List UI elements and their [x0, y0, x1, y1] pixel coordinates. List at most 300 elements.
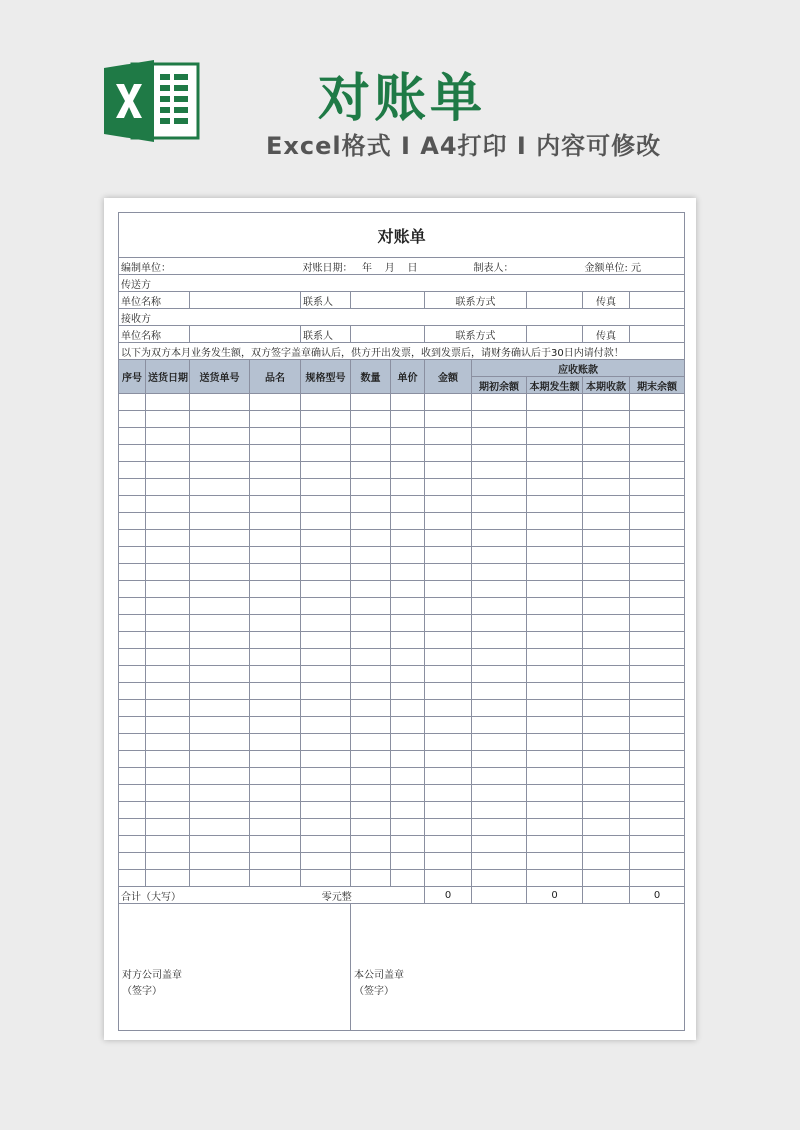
ledger-cell[interactable]	[527, 649, 583, 666]
sender-fax-value[interactable]	[630, 292, 685, 309]
ledger-cell[interactable]	[391, 768, 425, 785]
ledger-cell[interactable]	[301, 666, 351, 683]
ledger-cell[interactable]	[472, 513, 527, 530]
ledger-cell[interactable]	[190, 717, 250, 734]
ledger-cell[interactable]	[190, 394, 250, 411]
ledger-cell[interactable]	[301, 445, 351, 462]
ledger-cell[interactable]	[527, 870, 583, 887]
ledger-cell[interactable]	[425, 649, 472, 666]
ledger-cell[interactable]	[351, 496, 391, 513]
ledger-cell[interactable]	[301, 530, 351, 547]
ledger-cell[interactable]	[190, 564, 250, 581]
ledger-cell[interactable]	[250, 768, 301, 785]
ledger-cell[interactable]	[425, 683, 472, 700]
ledger-cell[interactable]	[630, 666, 685, 683]
ledger-cell[interactable]	[250, 581, 301, 598]
ledger-cell[interactable]	[391, 870, 425, 887]
ledger-cell[interactable]	[630, 700, 685, 717]
ledger-cell[interactable]	[630, 632, 685, 649]
ledger-cell[interactable]	[119, 819, 146, 836]
ledger-cell[interactable]	[425, 615, 472, 632]
ledger-cell[interactable]	[351, 666, 391, 683]
ledger-cell[interactable]	[119, 615, 146, 632]
ledger-cell[interactable]	[583, 683, 630, 700]
ledger-cell[interactable]	[527, 479, 583, 496]
ledger-cell[interactable]	[301, 717, 351, 734]
ledger-cell[interactable]	[146, 530, 190, 547]
ledger-cell[interactable]	[391, 547, 425, 564]
ledger-cell[interactable]	[351, 428, 391, 445]
ledger-cell[interactable]	[119, 734, 146, 751]
ledger-cell[interactable]	[472, 785, 527, 802]
ledger-cell[interactable]	[425, 734, 472, 751]
ledger-cell[interactable]	[527, 513, 583, 530]
ledger-cell[interactable]	[146, 581, 190, 598]
ledger-cell[interactable]	[146, 598, 190, 615]
ledger-cell[interactable]	[391, 530, 425, 547]
ledger-cell[interactable]	[146, 785, 190, 802]
ledger-cell[interactable]	[146, 683, 190, 700]
ledger-cell[interactable]	[119, 547, 146, 564]
ledger-cell[interactable]	[119, 853, 146, 870]
ledger-cell[interactable]	[146, 411, 190, 428]
ledger-cell[interactable]	[351, 768, 391, 785]
ledger-cell[interactable]	[301, 870, 351, 887]
ledger-cell[interactable]	[391, 836, 425, 853]
ledger-cell[interactable]	[425, 496, 472, 513]
ledger-cell[interactable]	[527, 394, 583, 411]
ledger-cell[interactable]	[190, 615, 250, 632]
ledger-cell[interactable]	[301, 479, 351, 496]
ledger-cell[interactable]	[146, 394, 190, 411]
ledger-cell[interactable]	[425, 836, 472, 853]
ledger-cell[interactable]	[630, 734, 685, 751]
ledger-cell[interactable]	[351, 785, 391, 802]
ledger-cell[interactable]	[472, 479, 527, 496]
ledger-cell[interactable]	[527, 853, 583, 870]
ledger-cell[interactable]	[119, 513, 146, 530]
ledger-cell[interactable]	[472, 768, 527, 785]
ledger-cell[interactable]	[301, 853, 351, 870]
ledger-cell[interactable]	[472, 751, 527, 768]
ledger-cell[interactable]	[119, 666, 146, 683]
ledger-cell[interactable]	[301, 547, 351, 564]
ledger-cell[interactable]	[119, 836, 146, 853]
ledger-cell[interactable]	[146, 547, 190, 564]
ledger-cell[interactable]	[250, 428, 301, 445]
ledger-cell[interactable]	[146, 462, 190, 479]
ledger-cell[interactable]	[630, 683, 685, 700]
ledger-cell[interactable]	[425, 462, 472, 479]
ledger-cell[interactable]	[250, 819, 301, 836]
ledger-cell[interactable]	[472, 496, 527, 513]
ledger-cell[interactable]	[583, 428, 630, 445]
ledger-cell[interactable]	[425, 785, 472, 802]
ledger-cell[interactable]	[250, 564, 301, 581]
ledger-cell[interactable]	[250, 734, 301, 751]
ledger-cell[interactable]	[146, 870, 190, 887]
ledger-cell[interactable]	[301, 649, 351, 666]
ledger-cell[interactable]	[146, 513, 190, 530]
ledger-cell[interactable]	[583, 530, 630, 547]
ledger-cell[interactable]	[583, 785, 630, 802]
ledger-cell[interactable]	[630, 479, 685, 496]
ledger-cell[interactable]	[301, 836, 351, 853]
ledger-cell[interactable]	[472, 411, 527, 428]
ledger-cell[interactable]	[472, 632, 527, 649]
ledger-cell[interactable]	[190, 496, 250, 513]
ledger-cell[interactable]	[250, 700, 301, 717]
ledger-cell[interactable]	[425, 700, 472, 717]
ledger-cell[interactable]	[472, 581, 527, 598]
ledger-cell[interactable]	[351, 564, 391, 581]
ledger-cell[interactable]	[472, 649, 527, 666]
ledger-cell[interactable]	[190, 836, 250, 853]
ledger-cell[interactable]	[583, 649, 630, 666]
ledger-cell[interactable]	[527, 836, 583, 853]
ledger-cell[interactable]	[583, 819, 630, 836]
ledger-cell[interactable]	[583, 717, 630, 734]
ledger-cell[interactable]	[190, 649, 250, 666]
ledger-cell[interactable]	[119, 394, 146, 411]
ledger-cell[interactable]	[301, 683, 351, 700]
ledger-cell[interactable]	[425, 819, 472, 836]
ledger-cell[interactable]	[190, 598, 250, 615]
ledger-cell[interactable]	[119, 751, 146, 768]
ledger-cell[interactable]	[583, 768, 630, 785]
ledger-cell[interactable]	[250, 411, 301, 428]
ledger-cell[interactable]	[190, 513, 250, 530]
ledger-cell[interactable]	[190, 479, 250, 496]
ledger-cell[interactable]	[301, 632, 351, 649]
ledger-cell[interactable]	[146, 445, 190, 462]
ledger-cell[interactable]	[472, 700, 527, 717]
ledger-cell[interactable]	[527, 819, 583, 836]
ledger-cell[interactable]	[472, 853, 527, 870]
ledger-cell[interactable]	[527, 751, 583, 768]
ledger-cell[interactable]	[472, 683, 527, 700]
ledger-cell[interactable]	[146, 717, 190, 734]
ledger-cell[interactable]	[583, 734, 630, 751]
ledger-cell[interactable]	[250, 649, 301, 666]
ledger-cell[interactable]	[425, 768, 472, 785]
ledger-cell[interactable]	[301, 768, 351, 785]
ledger-cell[interactable]	[472, 717, 527, 734]
ledger-cell[interactable]	[391, 394, 425, 411]
ledger-cell[interactable]	[583, 615, 630, 632]
ledger-cell[interactable]	[119, 445, 146, 462]
ledger-cell[interactable]	[301, 462, 351, 479]
ledger-cell[interactable]	[301, 785, 351, 802]
ledger-cell[interactable]	[472, 615, 527, 632]
ledger-cell[interactable]	[472, 547, 527, 564]
ledger-cell[interactable]	[391, 734, 425, 751]
ledger-cell[interactable]	[630, 445, 685, 462]
receiver-name-value[interactable]	[190, 326, 301, 343]
ledger-cell[interactable]	[351, 700, 391, 717]
ledger-cell[interactable]	[351, 870, 391, 887]
ledger-cell[interactable]	[119, 564, 146, 581]
ledger-cell[interactable]	[630, 496, 685, 513]
ledger-cell[interactable]	[472, 428, 527, 445]
ledger-cell[interactable]	[391, 581, 425, 598]
ledger-cell[interactable]	[527, 411, 583, 428]
ledger-cell[interactable]	[146, 768, 190, 785]
ledger-cell[interactable]	[630, 428, 685, 445]
ledger-cell[interactable]	[527, 581, 583, 598]
ledger-cell[interactable]	[472, 802, 527, 819]
ledger-cell[interactable]	[351, 445, 391, 462]
ledger-cell[interactable]	[583, 632, 630, 649]
ledger-cell[interactable]	[630, 870, 685, 887]
ledger-cell[interactable]	[351, 853, 391, 870]
ledger-cell[interactable]	[391, 717, 425, 734]
ledger-cell[interactable]	[119, 802, 146, 819]
ledger-cell[interactable]	[583, 598, 630, 615]
ledger-cell[interactable]	[119, 785, 146, 802]
ledger-cell[interactable]	[250, 462, 301, 479]
ledger-cell[interactable]	[146, 615, 190, 632]
ledger-cell[interactable]	[630, 598, 685, 615]
ledger-cell[interactable]	[527, 683, 583, 700]
ledger-cell[interactable]	[119, 870, 146, 887]
ledger-cell[interactable]	[583, 802, 630, 819]
ledger-cell[interactable]	[250, 513, 301, 530]
ledger-cell[interactable]	[630, 717, 685, 734]
ledger-cell[interactable]	[425, 530, 472, 547]
ledger-cell[interactable]	[472, 819, 527, 836]
ledger-cell[interactable]	[391, 479, 425, 496]
receiver-method-value[interactable]	[527, 326, 583, 343]
ledger-cell[interactable]	[351, 598, 391, 615]
ledger-cell[interactable]	[190, 768, 250, 785]
ledger-cell[interactable]	[527, 700, 583, 717]
ledger-cell[interactable]	[391, 462, 425, 479]
ledger-cell[interactable]	[351, 734, 391, 751]
ledger-cell[interactable]	[527, 445, 583, 462]
ledger-cell[interactable]	[301, 513, 351, 530]
sender-contact-value[interactable]	[351, 292, 425, 309]
ledger-cell[interactable]	[146, 632, 190, 649]
ledger-cell[interactable]	[425, 394, 472, 411]
ledger-cell[interactable]	[119, 768, 146, 785]
ledger-cell[interactable]	[351, 394, 391, 411]
ledger-cell[interactable]	[119, 683, 146, 700]
ledger-cell[interactable]	[190, 785, 250, 802]
ledger-cell[interactable]	[391, 445, 425, 462]
ledger-cell[interactable]	[583, 751, 630, 768]
ledger-cell[interactable]	[630, 581, 685, 598]
ledger-cell[interactable]	[250, 870, 301, 887]
ledger-cell[interactable]	[301, 564, 351, 581]
ledger-cell[interactable]	[583, 479, 630, 496]
ledger-cell[interactable]	[583, 836, 630, 853]
ledger-cell[interactable]	[472, 870, 527, 887]
ledger-cell[interactable]	[250, 445, 301, 462]
ledger-cell[interactable]	[391, 564, 425, 581]
ledger-cell[interactable]	[301, 581, 351, 598]
ledger-cell[interactable]	[583, 496, 630, 513]
ledger-cell[interactable]	[119, 717, 146, 734]
ledger-cell[interactable]	[190, 870, 250, 887]
ledger-cell[interactable]	[425, 598, 472, 615]
ledger-cell[interactable]	[472, 734, 527, 751]
ledger-cell[interactable]	[630, 547, 685, 564]
ledger-cell[interactable]	[190, 547, 250, 564]
ledger-cell[interactable]	[250, 598, 301, 615]
ledger-cell[interactable]	[527, 496, 583, 513]
ledger-cell[interactable]	[190, 581, 250, 598]
ledger-cell[interactable]	[250, 394, 301, 411]
ledger-cell[interactable]	[630, 649, 685, 666]
ledger-cell[interactable]	[583, 547, 630, 564]
ledger-cell[interactable]	[527, 785, 583, 802]
ledger-cell[interactable]	[425, 751, 472, 768]
ledger-cell[interactable]	[630, 462, 685, 479]
ledger-cell[interactable]	[146, 700, 190, 717]
ledger-cell[interactable]	[250, 496, 301, 513]
ledger-cell[interactable]	[391, 428, 425, 445]
ledger-cell[interactable]	[583, 581, 630, 598]
receiver-contact-value[interactable]	[351, 326, 425, 343]
ledger-cell[interactable]	[146, 751, 190, 768]
ledger-cell[interactable]	[119, 581, 146, 598]
ledger-cell[interactable]	[583, 513, 630, 530]
ledger-cell[interactable]	[146, 836, 190, 853]
ledger-cell[interactable]	[146, 649, 190, 666]
ledger-cell[interactable]	[527, 768, 583, 785]
ledger-cell[interactable]	[301, 751, 351, 768]
ledger-cell[interactable]	[583, 700, 630, 717]
ledger-cell[interactable]	[119, 411, 146, 428]
ledger-cell[interactable]	[630, 785, 685, 802]
ledger-cell[interactable]	[190, 700, 250, 717]
ledger-cell[interactable]	[527, 615, 583, 632]
ledger-cell[interactable]	[391, 615, 425, 632]
ledger-cell[interactable]	[146, 666, 190, 683]
ledger-cell[interactable]	[250, 615, 301, 632]
ledger-cell[interactable]	[351, 802, 391, 819]
ledger-cell[interactable]	[630, 819, 685, 836]
ledger-cell[interactable]	[630, 802, 685, 819]
ledger-cell[interactable]	[250, 530, 301, 547]
ledger-cell[interactable]	[472, 666, 527, 683]
ledger-cell[interactable]	[301, 615, 351, 632]
ledger-cell[interactable]	[146, 496, 190, 513]
ledger-cell[interactable]	[351, 479, 391, 496]
ledger-cell[interactable]	[472, 564, 527, 581]
ledger-cell[interactable]	[146, 819, 190, 836]
ledger-cell[interactable]	[425, 632, 472, 649]
ledger-cell[interactable]	[391, 802, 425, 819]
ledger-cell[interactable]	[472, 462, 527, 479]
ledger-cell[interactable]	[351, 819, 391, 836]
ledger-cell[interactable]	[119, 462, 146, 479]
ledger-cell[interactable]	[391, 683, 425, 700]
ledger-cell[interactable]	[190, 462, 250, 479]
ledger-cell[interactable]	[391, 853, 425, 870]
ledger-cell[interactable]	[583, 666, 630, 683]
ledger-cell[interactable]	[425, 870, 472, 887]
ledger-cell[interactable]	[351, 547, 391, 564]
ledger-cell[interactable]	[146, 564, 190, 581]
ledger-cell[interactable]	[301, 428, 351, 445]
our-company-signature[interactable]: 本公司盖章 （签字）	[351, 904, 685, 1031]
ledger-cell[interactable]	[583, 870, 630, 887]
ledger-cell[interactable]	[527, 428, 583, 445]
ledger-cell[interactable]	[391, 751, 425, 768]
ledger-cell[interactable]	[190, 802, 250, 819]
ledger-cell[interactable]	[425, 581, 472, 598]
ledger-cell[interactable]	[190, 683, 250, 700]
ledger-cell[interactable]	[391, 598, 425, 615]
ledger-cell[interactable]	[351, 751, 391, 768]
ledger-cell[interactable]	[472, 598, 527, 615]
ledger-cell[interactable]	[630, 853, 685, 870]
ledger-cell[interactable]	[301, 598, 351, 615]
ledger-cell[interactable]	[190, 734, 250, 751]
ledger-cell[interactable]	[425, 547, 472, 564]
ledger-cell[interactable]	[301, 411, 351, 428]
ledger-cell[interactable]	[425, 445, 472, 462]
ledger-cell[interactable]	[583, 411, 630, 428]
ledger-cell[interactable]	[583, 394, 630, 411]
ledger-cell[interactable]	[472, 445, 527, 462]
ledger-cell[interactable]	[301, 802, 351, 819]
ledger-cell[interactable]	[391, 785, 425, 802]
ledger-cell[interactable]	[527, 666, 583, 683]
ledger-cell[interactable]	[527, 564, 583, 581]
ledger-cell[interactable]	[190, 530, 250, 547]
ledger-cell[interactable]	[190, 819, 250, 836]
counterparty-signature[interactable]: 对方公司盖章 （签字）	[119, 904, 351, 1031]
ledger-cell[interactable]	[119, 649, 146, 666]
ledger-cell[interactable]	[146, 802, 190, 819]
ledger-cell[interactable]	[146, 734, 190, 751]
ledger-cell[interactable]	[301, 700, 351, 717]
ledger-cell[interactable]	[351, 683, 391, 700]
ledger-cell[interactable]	[630, 530, 685, 547]
ledger-cell[interactable]	[391, 496, 425, 513]
ledger-cell[interactable]	[250, 717, 301, 734]
ledger-cell[interactable]	[250, 479, 301, 496]
sender-method-value[interactable]	[527, 292, 583, 309]
ledger-cell[interactable]	[583, 564, 630, 581]
ledger-cell[interactable]	[425, 717, 472, 734]
ledger-cell[interactable]	[583, 445, 630, 462]
ledger-cell[interactable]	[527, 734, 583, 751]
ledger-cell[interactable]	[119, 479, 146, 496]
ledger-cell[interactable]	[301, 496, 351, 513]
ledger-cell[interactable]	[630, 564, 685, 581]
ledger-cell[interactable]	[250, 836, 301, 853]
ledger-cell[interactable]	[527, 547, 583, 564]
ledger-cell[interactable]	[250, 666, 301, 683]
ledger-cell[interactable]	[630, 615, 685, 632]
ledger-cell[interactable]	[527, 717, 583, 734]
ledger-cell[interactable]	[351, 513, 391, 530]
ledger-cell[interactable]	[351, 615, 391, 632]
ledger-cell[interactable]	[250, 785, 301, 802]
ledger-cell[interactable]	[527, 462, 583, 479]
ledger-cell[interactable]	[250, 547, 301, 564]
ledger-cell[interactable]	[425, 853, 472, 870]
ledger-cell[interactable]	[351, 530, 391, 547]
ledger-cell[interactable]	[250, 683, 301, 700]
ledger-cell[interactable]	[119, 700, 146, 717]
ledger-cell[interactable]	[425, 802, 472, 819]
ledger-cell[interactable]	[119, 530, 146, 547]
